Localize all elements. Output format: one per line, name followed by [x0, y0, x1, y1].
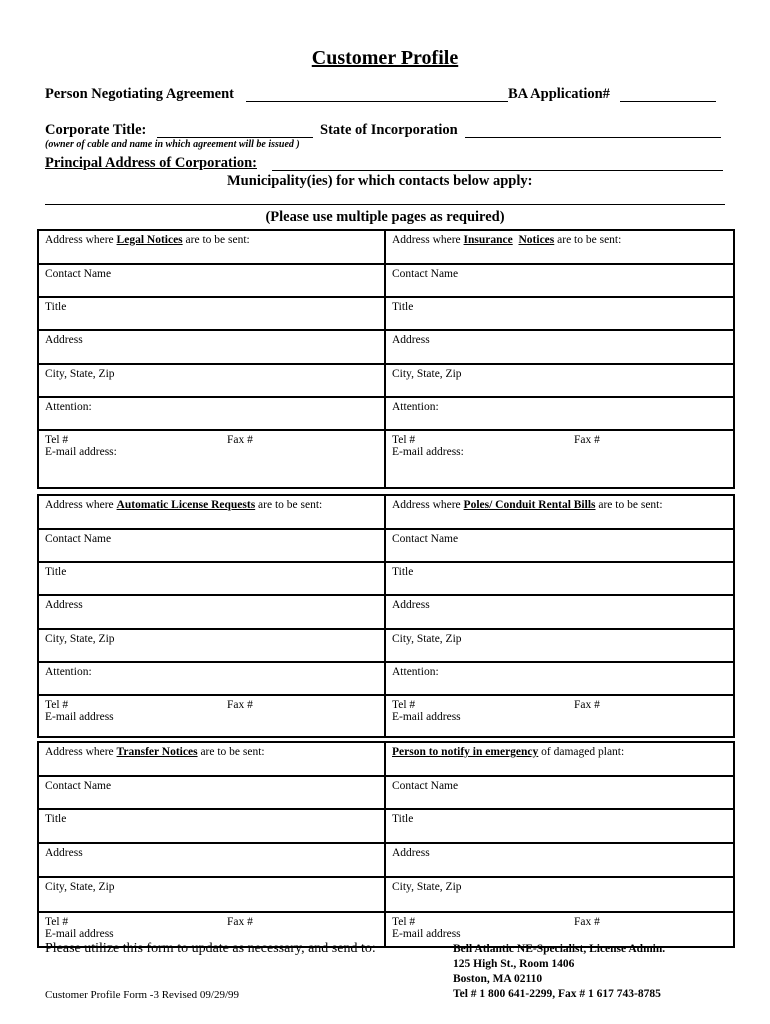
title-field[interactable]: Title	[392, 566, 414, 578]
title-field[interactable]: Title	[39, 810, 386, 842]
poles-rental-header: Address where Poles/ Conduit Rental Bills are to be sent:	[392, 499, 663, 511]
tel-fax-email-field[interactable]: Tel # Fax # E-mail address:	[392, 434, 600, 458]
title-field[interactable]: Title	[39, 563, 386, 594]
contact-name-field[interactable]: Contact Name	[39, 777, 386, 808]
contact-name-field[interactable]: Contact Name	[39, 530, 386, 561]
multiple-pages-note: (Please use multiple pages as required)	[265, 209, 505, 225]
tel-fax-email-field[interactable]: Tel # Fax # E-mail address	[39, 696, 386, 736]
insurance-notices-header: Address where Insurance Notices are to be sent:	[392, 234, 622, 246]
attention-field[interactable]: Attention:	[392, 666, 439, 678]
mailing-address-block	[453, 942, 665, 1002]
contact-name-field[interactable]: Contact Name	[392, 780, 459, 792]
attention-field[interactable]: Attention:	[39, 398, 386, 429]
license-requests-header: Address where Automatic License Requests are to be sent:	[39, 496, 386, 528]
address-line: 125 High St., Room 1406	[453, 958, 575, 970]
city-state-zip-field[interactable]: City, State, Zip	[39, 878, 386, 911]
send-instruction: Please utilize this form to update as necessary, and send to:	[45, 941, 376, 956]
contact-name-field[interactable]: Contact Name	[39, 265, 386, 296]
city-state-zip-field[interactable]: City, State, Zip	[39, 630, 386, 661]
address-line: Bell Atlantic NE-Specialist, License Admin.	[453, 943, 666, 955]
contact-name-field[interactable]: Contact Name	[392, 268, 459, 280]
transfer-emergency-table	[37, 741, 735, 948]
address-line: Boston, MA 02110	[453, 973, 543, 985]
transfer-notices-header: Address where Transfer Notices are to be sent:	[39, 743, 386, 775]
city-state-zip-field[interactable]: City, State, Zip	[39, 365, 386, 396]
page-title: Customer Profile	[311, 47, 459, 69]
license-poles-table	[37, 494, 735, 738]
title-field[interactable]: Title	[392, 813, 414, 825]
ba-application-field[interactable]	[620, 101, 716, 102]
tel-fax-email-field[interactable]: Tel # Fax # E-mail address	[392, 699, 600, 723]
owner-note: (owner of cable and name in which agreement will be issued )	[45, 139, 300, 150]
legal-notices-header: Address where Legal Notices are to be sent:	[39, 231, 386, 263]
city-state-zip-field[interactable]: City, State, Zip	[392, 881, 462, 893]
contact-name-field[interactable]: Contact Name	[392, 533, 459, 545]
tel-fax-email-field[interactable]: Tel # Fax # E-mail address	[39, 913, 386, 946]
attention-field[interactable]: Attention:	[39, 663, 386, 694]
city-state-zip-field[interactable]: City, State, Zip	[392, 633, 462, 645]
address-field[interactable]: Address	[39, 596, 386, 628]
principal-address-field[interactable]	[272, 170, 723, 171]
principal-address-label: Principal Address of Corporation:	[45, 155, 257, 171]
city-state-zip-field[interactable]: City, State, Zip	[392, 368, 462, 380]
title-field[interactable]: Title	[39, 298, 386, 329]
address-field[interactable]: Address	[39, 844, 386, 876]
tel-fax-email-field[interactable]: Tel # Fax # E-mail address:	[39, 431, 386, 487]
address-field[interactable]: Address	[392, 599, 430, 611]
legal-insurance-table	[37, 229, 735, 489]
person-negotiating-field[interactable]	[246, 101, 508, 102]
tel-fax-email-field[interactable]: Tel # Fax # E-mail address	[392, 916, 600, 940]
municipalities-field[interactable]	[45, 204, 725, 205]
address-line: Tel # 1 800 641-2299, Fax # 1 617 743-8785	[453, 988, 661, 1000]
form-revision: Customer Profile Form -3 Revised 09/29/99	[45, 989, 240, 1001]
person-negotiating-label: Person Negotiating Agreement	[45, 86, 234, 102]
address-field[interactable]: Address	[392, 847, 430, 859]
state-incorporation-field[interactable]	[465, 137, 721, 138]
state-incorporation-label: State of Incorporation	[320, 122, 458, 138]
corporate-title-field[interactable]	[157, 137, 313, 138]
address-field[interactable]: Address	[39, 331, 386, 363]
municipalities-label: Municipality(ies) for which contacts below apply:	[227, 173, 533, 189]
corporate-title-label: Corporate Title:	[45, 122, 147, 138]
attention-field[interactable]: Attention:	[392, 401, 439, 413]
emergency-contact-header: Person to notify in emergency of damaged plant:	[392, 746, 625, 758]
title-field[interactable]: Title	[392, 301, 414, 313]
address-field[interactable]: Address	[392, 334, 430, 346]
ba-application-label: BA Application#	[508, 86, 610, 102]
